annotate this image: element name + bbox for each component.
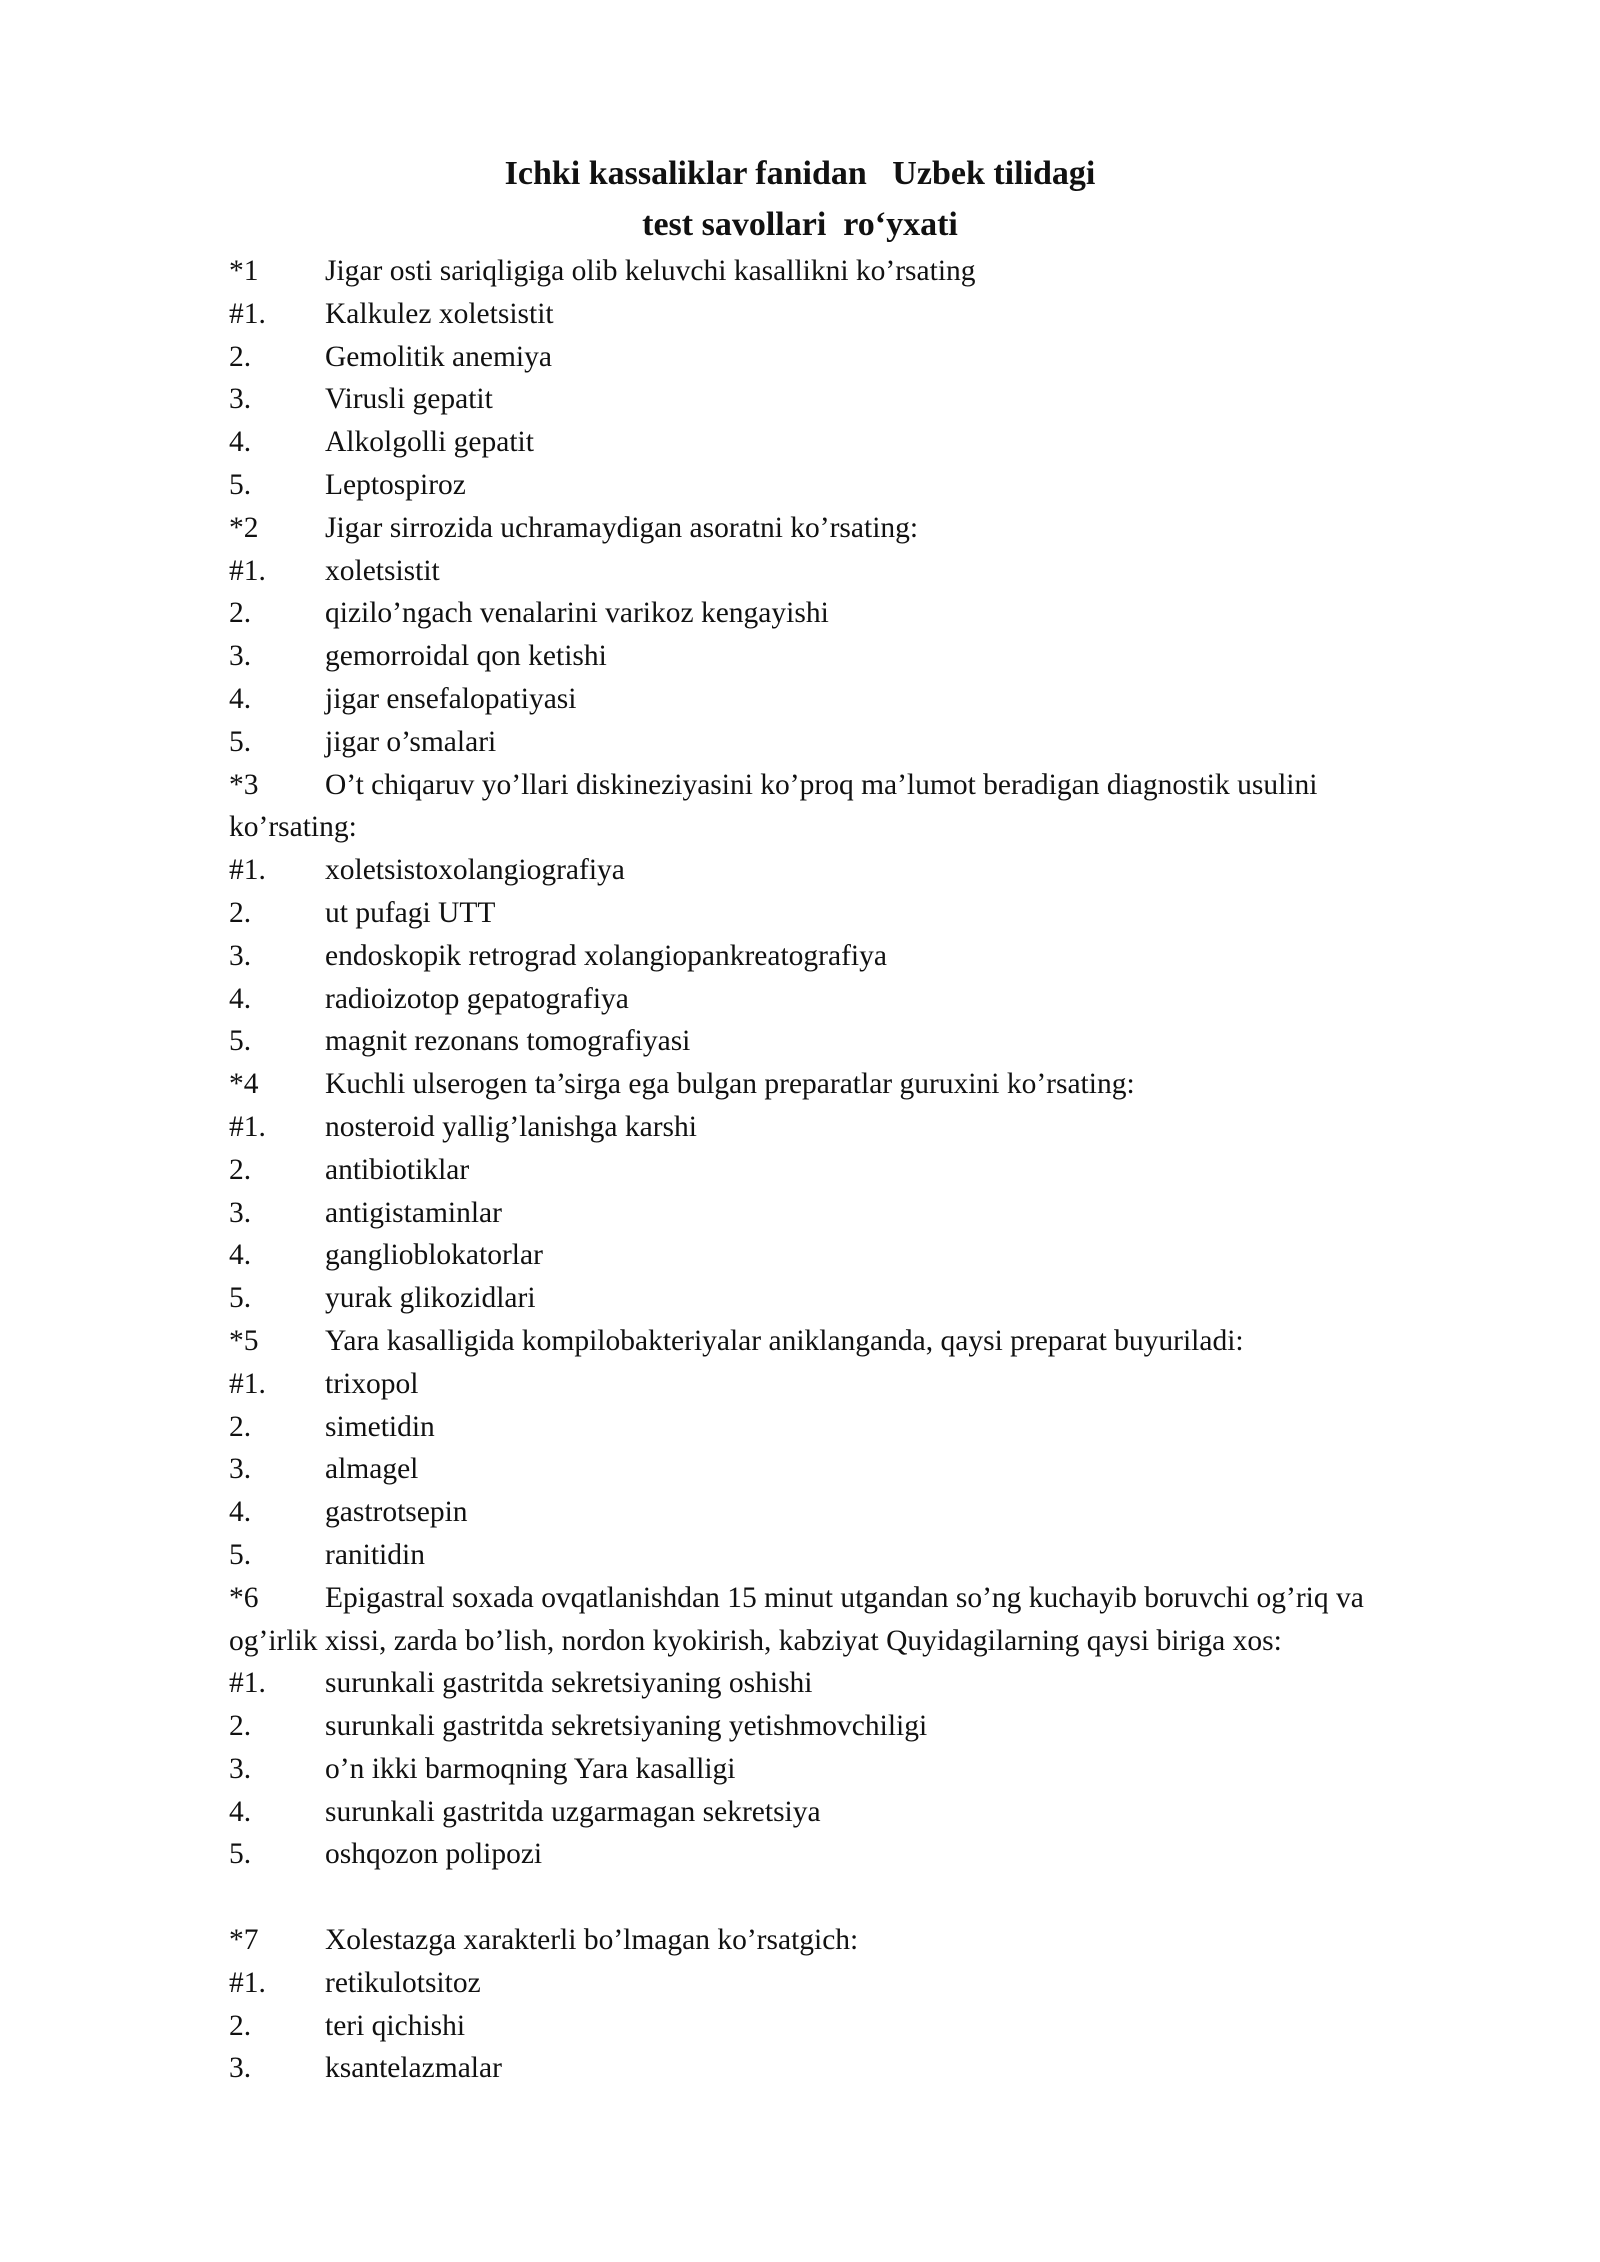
answer-option	[229, 2047, 1469, 2090]
answer-text: nosteroid yallig’lanishga karshi	[325, 1110, 697, 1143]
question-list	[229, 250, 1469, 2090]
answer-number: 4.	[229, 1239, 252, 1272]
answer-number: #1.	[229, 1367, 266, 1400]
question-text: Xolestazga xarakterli bo’lmagan ko’rsatgich:	[325, 1924, 859, 1957]
answer-option	[229, 421, 1469, 464]
answer-text: o’n ikki barmoqning Yara kasalligi	[325, 1752, 736, 1785]
answer-number: 2.	[229, 896, 252, 929]
answer-option	[229, 592, 1469, 635]
answer-option	[229, 635, 1469, 678]
question-block	[229, 1577, 1469, 1877]
answer-number: 4.	[229, 1496, 252, 1529]
answer-option	[229, 721, 1469, 764]
answer-option	[229, 1277, 1469, 1320]
answer-text: xoletsistoxolangiografiya	[325, 854, 625, 887]
answer-option	[229, 678, 1469, 721]
question-line	[229, 1577, 1469, 1620]
answer-text: almagel	[325, 1453, 419, 1486]
answer-option	[229, 1020, 1469, 1063]
answer-number: #1.	[229, 554, 266, 587]
answer-text: radioizotop gepatografiya	[325, 982, 629, 1015]
answer-number: 5.	[229, 1538, 252, 1571]
question-text: O’t chiqaruv yo’llari diskineziyasini ko’proq ma’lumot beradigan diagnostik usulini	[325, 768, 1318, 801]
answer-option	[229, 1363, 1469, 1406]
answer-text: oshqozon polipozi	[325, 1838, 543, 1871]
answer-number: 2.	[229, 340, 252, 373]
question-block	[229, 1063, 1469, 1320]
answer-option	[229, 1833, 1469, 1876]
answer-option	[229, 978, 1469, 1021]
question-line	[229, 1320, 1469, 1363]
answer-text: endoskopik retrograd xolangiopankreatografiya	[325, 939, 887, 972]
answer-number: 4.	[229, 982, 252, 1015]
question-text: Kuchli ulserogen ta’sirga ega bulgan preparatlar guruxini ko’rsating:	[325, 1068, 1135, 1101]
answer-number: 4.	[229, 1795, 252, 1828]
blank-line-spacer	[229, 1876, 1469, 1919]
answer-option	[229, 892, 1469, 935]
answer-text: ganglioblokatorlar	[325, 1239, 543, 1272]
answer-number: 3.	[229, 1453, 252, 1486]
answer-text: yurak glikozidlari	[325, 1282, 536, 1315]
question-text: Jigar sirrozida uchramaydigan asoratni ko’rsating:	[325, 511, 919, 544]
answer-number: 3.	[229, 1196, 252, 1229]
question-number: *7	[229, 1924, 259, 1957]
answer-number: 5.	[229, 1838, 252, 1871]
answer-option	[229, 1748, 1469, 1791]
answer-number: 3.	[229, 2052, 252, 2085]
answer-option	[229, 1534, 1469, 1577]
answer-number: #1.	[229, 854, 266, 887]
question-text-continuation: ko’rsating:	[229, 811, 357, 844]
answer-option	[229, 1662, 1469, 1705]
answer-text: magnit rezonans tomografiyasi	[325, 1025, 691, 1058]
question-block	[229, 507, 1469, 764]
answer-option	[229, 1705, 1469, 1748]
answer-option	[229, 1192, 1469, 1235]
answer-number: 2.	[229, 1153, 252, 1186]
answer-option	[229, 293, 1469, 336]
answer-option	[229, 849, 1469, 892]
answer-text: teri qichishi	[325, 2009, 466, 2042]
answer-number: 2.	[229, 1710, 252, 1743]
answer-text: ranitidin	[325, 1538, 425, 1571]
answer-option	[229, 1406, 1469, 1449]
answer-number: 5.	[229, 1025, 252, 1058]
answer-text: Gemolitik anemiya	[325, 340, 552, 373]
question-number: *1	[229, 255, 259, 287]
answer-text: jigar o’smalari	[325, 725, 497, 758]
answer-number: 4.	[229, 682, 252, 715]
answer-option	[229, 1791, 1469, 1834]
answer-text: Alkolgolli gepatit	[325, 426, 534, 459]
answer-text: ksantelazmalar	[325, 2052, 502, 2085]
answer-option	[229, 1491, 1469, 1534]
answer-number: 3.	[229, 640, 252, 673]
answer-number: 3.	[229, 1752, 252, 1785]
answer-option	[229, 336, 1469, 379]
question-number: *4	[229, 1068, 259, 1101]
answer-option	[229, 1106, 1469, 1149]
answer-number: #1.	[229, 1667, 266, 1700]
question-text: Yara kasalligida kompilobakteriyalar aniklanganda, qaysi preparat buyuriladi:	[325, 1324, 1244, 1357]
question-number: *3	[229, 768, 259, 801]
answer-text: trixopol	[325, 1367, 419, 1400]
question-block	[229, 250, 1469, 507]
question-block	[229, 764, 1469, 1064]
question-line	[229, 1919, 1469, 1962]
answer-text: qizilo’ngach venalarini varikoz kengayishi	[325, 597, 829, 630]
answer-text: gemorroidal qon ketishi	[325, 640, 607, 673]
answer-number: 5.	[229, 725, 252, 758]
answer-number: #1.	[229, 297, 266, 330]
answer-text: xoletsistit	[325, 554, 440, 587]
question-block	[229, 1919, 1469, 2090]
question-number: *5	[229, 1324, 259, 1357]
question-line	[229, 507, 1469, 550]
question-text: Jigar osti sariqligiga olib keluvchi kasallikni ko’rsating	[325, 255, 976, 287]
answer-number: 5.	[229, 468, 252, 501]
answer-text: surunkali gastritda uzgarmagan sekretsiya	[325, 1795, 821, 1828]
answer-number: 2.	[229, 1410, 252, 1443]
answer-number: 3.	[229, 939, 252, 972]
question-block	[229, 1320, 1469, 1577]
answer-text: gastrotsepin	[325, 1496, 468, 1529]
question-text-continuation: og’irlik xissi, zarda bo’lish, nordon kyokirish, kabziyat Quyidagilarning qaysi biriga xos:	[229, 1624, 1282, 1657]
answer-option	[229, 550, 1469, 593]
answer-option	[229, 378, 1469, 421]
answer-number: #1.	[229, 1966, 266, 1999]
document-title-line-2: test savollari ro‘yxati	[642, 206, 958, 243]
answer-option	[229, 1448, 1469, 1491]
answer-text: jigar ensefalopatiyasi	[325, 682, 577, 715]
answer-number: 2.	[229, 597, 252, 630]
answer-option	[229, 1149, 1469, 1192]
answer-option	[229, 1962, 1469, 2005]
answer-number: 4.	[229, 426, 252, 459]
answer-text: simetidin	[325, 1410, 435, 1443]
answer-text: surunkali gastritda sekretsiyaning yetishmovchiligi	[325, 1710, 928, 1743]
answer-number: 2.	[229, 2009, 252, 2042]
answer-number: 5.	[229, 1282, 252, 1315]
answer-text: retikulotsitoz	[325, 1966, 481, 1999]
answer-text: Kalkulez xoletsistit	[325, 297, 554, 330]
answer-option	[229, 1234, 1469, 1277]
answer-text: Leptospiroz	[325, 468, 466, 501]
question-text: Epigastral soxada ovqatlanishdan 15 minut utgandan so’ng kuchayib boruvchi og’riq va	[325, 1581, 1364, 1614]
question-line	[229, 250, 1469, 293]
answer-text: antigistaminlar	[325, 1196, 502, 1229]
answer-text: Virusli gepatit	[325, 383, 493, 416]
answer-text: ut pufagi UTT	[325, 896, 496, 929]
answer-option	[229, 464, 1469, 507]
question-number: *6	[229, 1581, 259, 1614]
question-number: *2	[229, 511, 259, 544]
answer-text: antibiotiklar	[325, 1153, 470, 1186]
answer-option	[229, 2005, 1469, 2048]
answer-number: 3.	[229, 383, 252, 416]
question-line	[229, 764, 1469, 807]
answer-option	[229, 935, 1469, 978]
answer-number: #1.	[229, 1110, 266, 1143]
document-title-line-1: Ichki kassaliklar fanidan Uzbek tilidagi	[504, 155, 1096, 192]
question-line	[229, 1063, 1469, 1106]
answer-text: surunkali gastritda sekretsiyaning oshishi	[325, 1667, 813, 1700]
